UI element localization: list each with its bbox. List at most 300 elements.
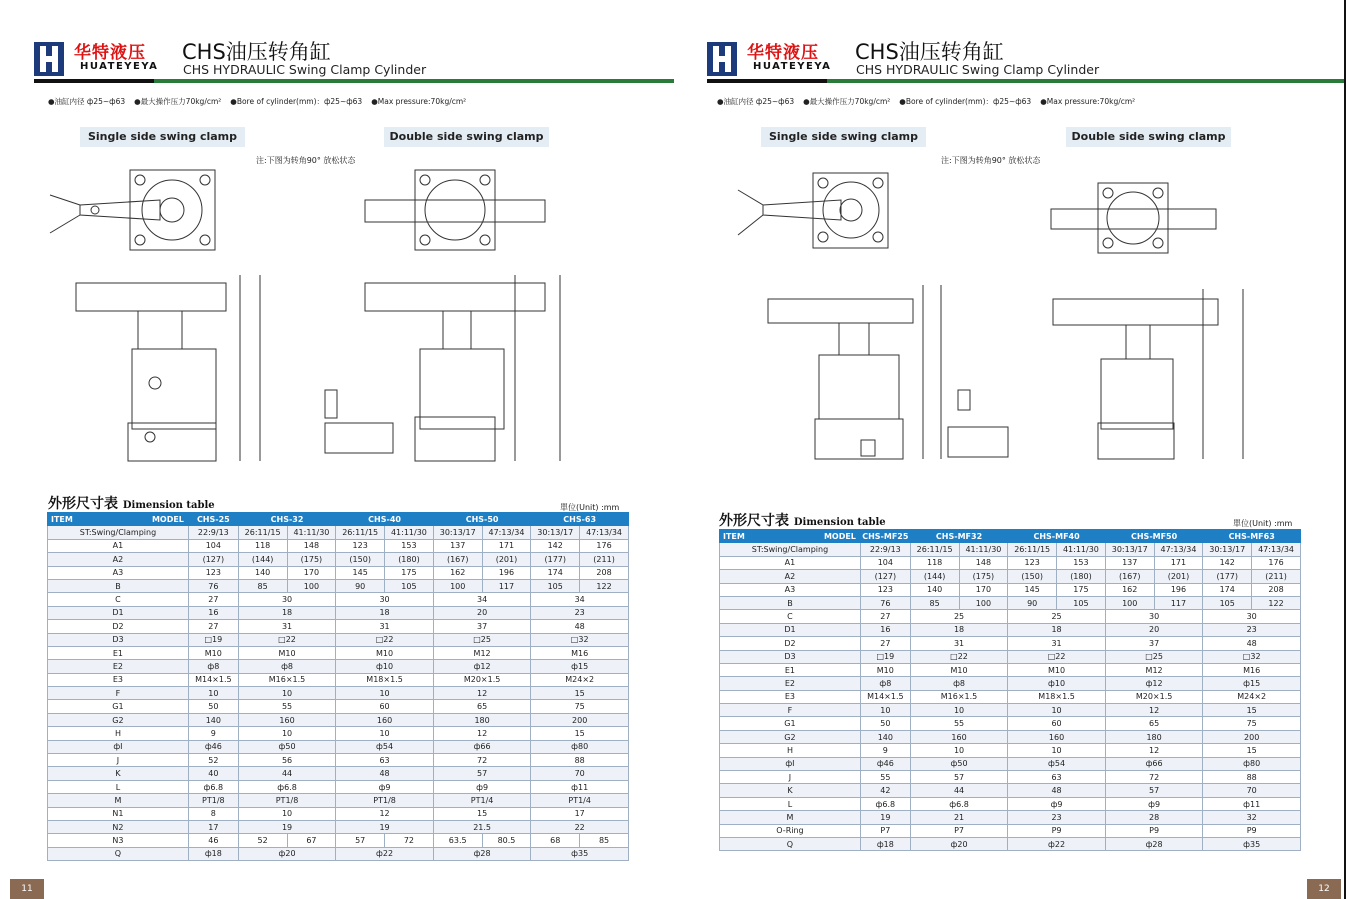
table-cell: 10 xyxy=(1008,744,1106,757)
spec-line xyxy=(48,96,475,107)
table-cell: ф9 xyxy=(433,780,531,793)
table-cell: (175) xyxy=(959,570,1008,583)
table-row xyxy=(720,637,1301,650)
table-cell: G2 xyxy=(720,730,861,743)
table-cell: 19 xyxy=(238,820,336,833)
table-cell: 31 xyxy=(336,620,434,633)
table-cell: F xyxy=(720,704,861,717)
table-cell: 57 xyxy=(910,771,1008,784)
brand-name-cn: 华特液压 xyxy=(747,43,819,63)
brand-logo xyxy=(34,38,159,80)
table-cell: 72 xyxy=(1105,771,1203,784)
table-cell: E3 xyxy=(720,690,861,703)
table-row xyxy=(48,646,629,659)
table-cell: L xyxy=(48,780,189,793)
table-row xyxy=(720,811,1301,824)
brand-name-en: HUATEYEYA xyxy=(753,61,832,72)
table-cell: 123 xyxy=(860,583,910,596)
table-cell: 48 xyxy=(531,620,629,633)
table-cell: (211) xyxy=(580,553,629,566)
table-cell: 26:11/15 xyxy=(238,526,287,539)
table-cell: 88 xyxy=(531,754,629,767)
table-cell: 176 xyxy=(580,539,629,552)
unit-label: 單位(Unit) :mm xyxy=(1233,519,1293,528)
table-cell: 75 xyxy=(531,700,629,713)
table-cell: ф35 xyxy=(531,847,629,860)
table-cell: M24×2 xyxy=(1203,690,1301,703)
table-cell: □22 xyxy=(1008,650,1106,663)
table-cell: 76 xyxy=(860,596,910,609)
table-cell: 57 xyxy=(433,767,531,780)
table-cell: 22:9/13 xyxy=(188,526,238,539)
table-cell: A1 xyxy=(48,539,189,552)
table-header-cell xyxy=(48,513,189,526)
table-cell: 100 xyxy=(959,596,1008,609)
table-row xyxy=(720,570,1301,583)
table-cell: M10 xyxy=(1008,663,1106,676)
table-cell: 10 xyxy=(910,744,1008,757)
table-cell: 123 xyxy=(1008,556,1057,569)
table-cell: ф15 xyxy=(531,660,629,673)
table-cell: 122 xyxy=(580,579,629,592)
table-cell: ф28 xyxy=(1105,837,1203,850)
table-cell: (144) xyxy=(910,570,959,583)
table-cell: 160 xyxy=(1008,730,1106,743)
table-cell: B xyxy=(720,596,861,609)
table-cell: K xyxy=(720,784,861,797)
table-cell: ф20 xyxy=(238,847,336,860)
table-cell: 55 xyxy=(238,700,336,713)
table-cell: 65 xyxy=(1105,717,1203,730)
table-cell: M20×1.5 xyxy=(433,673,531,686)
table-header-model-cell: CHS-MF50 xyxy=(1105,530,1203,543)
table-cell: D2 xyxy=(720,637,861,650)
table-cell: 30 xyxy=(1203,610,1301,623)
table-cell: 75 xyxy=(1203,717,1301,730)
table-cell: фI xyxy=(48,740,189,753)
table-cell: 137 xyxy=(1105,556,1154,569)
table-cell: 12 xyxy=(1105,744,1203,757)
table-cell: 9 xyxy=(188,727,238,740)
table-row xyxy=(48,740,629,753)
table-cell: (127) xyxy=(860,570,910,583)
table-cell: G2 xyxy=(48,713,189,726)
table-row xyxy=(48,834,629,847)
table-cell: 41:11/30 xyxy=(1057,543,1106,556)
table-cell: 32 xyxy=(1203,811,1301,824)
table-cell: □22 xyxy=(238,633,336,646)
table-cell: M xyxy=(720,811,861,824)
table-cell: □25 xyxy=(1105,650,1203,663)
table-cell: 9 xyxy=(860,744,910,757)
table-cell: □32 xyxy=(531,633,629,646)
table-cell: 105 xyxy=(531,579,580,592)
table-cell: ф6.8 xyxy=(860,797,910,810)
table-cell: A2 xyxy=(720,570,861,583)
table-cell: ф22 xyxy=(1008,837,1106,850)
table-cell: 37 xyxy=(1105,637,1203,650)
table-cell: 80.5 xyxy=(482,834,531,847)
table-cell: 21 xyxy=(910,811,1008,824)
table-cell: 176 xyxy=(1252,556,1301,569)
brand-logo xyxy=(707,38,832,80)
table-cell: 200 xyxy=(531,713,629,726)
table-cell: (177) xyxy=(1203,570,1252,583)
table-cell: 10 xyxy=(188,687,238,700)
table-cell: 18 xyxy=(238,606,336,619)
table-cell: ф6.8 xyxy=(910,797,1008,810)
table-cell: 63 xyxy=(336,754,434,767)
table-cell: 100 xyxy=(287,579,336,592)
table-cell: D3 xyxy=(720,650,861,663)
table-cell: (180) xyxy=(1057,570,1106,583)
table-cell: □22 xyxy=(336,633,434,646)
table-cell: 47:13/34 xyxy=(482,526,531,539)
table-cell: ф46 xyxy=(860,757,910,770)
table-cell: 148 xyxy=(959,556,1008,569)
table-cell: 85 xyxy=(580,834,629,847)
table-cell: M10 xyxy=(860,663,910,676)
table-cell: ф80 xyxy=(1203,757,1301,770)
table-cell: 171 xyxy=(482,539,531,552)
table-cell: 12 xyxy=(1105,704,1203,717)
table-cell: ф22 xyxy=(336,847,434,860)
table-cell: ф12 xyxy=(433,660,531,673)
table-cell: 30:13/17 xyxy=(1203,543,1252,556)
table-cell: M14×1.5 xyxy=(860,690,910,703)
table-header-item: ITEM xyxy=(723,531,745,541)
table-cell: 19 xyxy=(336,820,434,833)
table-cell: M10 xyxy=(336,646,434,659)
table-cell: ф9 xyxy=(336,780,434,793)
table-cell: 26:11/15 xyxy=(910,543,959,556)
table-cell: 117 xyxy=(482,579,531,592)
table-row xyxy=(48,727,629,740)
spec-item: ●Bore of cylinder(mm)：ф25~ф63 xyxy=(899,97,1032,106)
table-header-row xyxy=(48,513,629,526)
table-cell: 60 xyxy=(336,700,434,713)
table-cell: 41:11/30 xyxy=(959,543,1008,556)
table-cell: 72 xyxy=(433,754,531,767)
table-cell: 48 xyxy=(1008,784,1106,797)
table-cell: 180 xyxy=(1105,730,1203,743)
table-row xyxy=(720,663,1301,676)
table-cell: P9 xyxy=(1008,824,1106,837)
table-cell: B xyxy=(48,579,189,592)
table-header-model-cell: CHS-25 xyxy=(188,513,238,526)
table-cell: J xyxy=(720,771,861,784)
table-cell: 60 xyxy=(1008,717,1106,730)
table-row xyxy=(48,687,629,700)
table-cell: 10 xyxy=(336,687,434,700)
table-cell: ф46 xyxy=(188,740,238,753)
table-cell: O-Ring xyxy=(720,824,861,837)
table-cell: (177) xyxy=(531,553,580,566)
table-cell: M12 xyxy=(433,646,531,659)
table-cell: 30:13/17 xyxy=(1105,543,1154,556)
table-cell: 12 xyxy=(336,807,434,820)
table-cell: A3 xyxy=(720,583,861,596)
table-cell: (201) xyxy=(482,553,531,566)
table-cell: M20×1.5 xyxy=(1105,690,1203,703)
table-cell: M16×1.5 xyxy=(238,673,336,686)
table-cell: ф50 xyxy=(910,757,1008,770)
table-cell: □19 xyxy=(188,633,238,646)
table-cell: 47:13/34 xyxy=(580,526,629,539)
table-cell: 122 xyxy=(1252,596,1301,609)
table-row xyxy=(48,539,629,552)
table-cell: 76 xyxy=(188,579,238,592)
table-title xyxy=(48,493,215,513)
table-cell: ф15 xyxy=(1203,677,1301,690)
table-cell: 63.5 xyxy=(433,834,482,847)
table-cell: 142 xyxy=(1203,556,1252,569)
table-cell: 162 xyxy=(1105,583,1154,596)
table-cell: 57 xyxy=(1105,784,1203,797)
table-cell: L xyxy=(720,797,861,810)
table-cell: 196 xyxy=(1154,583,1203,596)
table-cell: 30:13/17 xyxy=(433,526,482,539)
table-cell: D3 xyxy=(48,633,189,646)
table-cell: C xyxy=(720,610,861,623)
table-cell: 118 xyxy=(910,556,959,569)
table-cell: ф9 xyxy=(1008,797,1106,810)
table-row xyxy=(720,784,1301,797)
table-cell: 8 xyxy=(188,807,238,820)
table-cell: 34 xyxy=(531,593,629,606)
table-cell: 10 xyxy=(1008,704,1106,717)
logo-mark-icon xyxy=(34,38,66,78)
table-cell: 44 xyxy=(238,767,336,780)
table-cell: 117 xyxy=(1154,596,1203,609)
table-header-cell xyxy=(720,530,861,543)
table-cell: ф11 xyxy=(531,780,629,793)
table-cell: (180) xyxy=(385,553,434,566)
table-cell: 118 xyxy=(238,539,287,552)
table-row xyxy=(720,650,1301,663)
table-cell: 88 xyxy=(1203,771,1301,784)
table-cell: 100 xyxy=(433,579,482,592)
table-cell: 171 xyxy=(1154,556,1203,569)
table-cell: 30 xyxy=(1105,610,1203,623)
table-row xyxy=(720,771,1301,784)
table-cell: M24×2 xyxy=(531,673,629,686)
table-cell: 196 xyxy=(482,566,531,579)
table-cell: 180 xyxy=(433,713,531,726)
table-cell: фI xyxy=(720,757,861,770)
table-cell: D1 xyxy=(48,606,189,619)
table-cell: 28 xyxy=(1105,811,1203,824)
table-cell: 21.5 xyxy=(433,820,531,833)
table-cell: ф6.8 xyxy=(188,780,238,793)
table-cell: M10 xyxy=(910,663,1008,676)
table-cell: 170 xyxy=(287,566,336,579)
table-cell: M16×1.5 xyxy=(910,690,1008,703)
table-cell: P7 xyxy=(860,824,910,837)
table-cell: 26:11/15 xyxy=(336,526,385,539)
page-number: 11 xyxy=(10,879,44,899)
header-rule xyxy=(707,79,1344,83)
spec-item: ●最大操作压力70kg/cm² xyxy=(803,97,891,106)
unit-label: 單位(Unit) :mm xyxy=(560,503,620,512)
table-row xyxy=(720,744,1301,757)
table-cell: 140 xyxy=(238,566,287,579)
table-row xyxy=(720,556,1301,569)
table-cell: 18 xyxy=(336,606,434,619)
catalog-page-right xyxy=(673,0,1346,899)
table-cell: ф20 xyxy=(910,837,1008,850)
spec-item: ●Max pressure:70kg/cm² xyxy=(1040,97,1136,106)
table-header-model-cell: CHS-40 xyxy=(336,513,434,526)
table-row xyxy=(720,610,1301,623)
table-cell: M16 xyxy=(1203,663,1301,676)
table-row xyxy=(48,553,629,566)
table-cell: 63 xyxy=(1008,771,1106,784)
table-row xyxy=(720,730,1301,743)
table-cell: ф12 xyxy=(1105,677,1203,690)
table-row xyxy=(720,757,1301,770)
table-cell: N3 xyxy=(48,834,189,847)
table-row xyxy=(48,620,629,633)
table-title-cn: 外形尺寸表 xyxy=(719,513,789,529)
double-side-label: Double side swing clamp xyxy=(1066,127,1231,147)
table-cell: 15 xyxy=(1203,744,1301,757)
table-cell: (150) xyxy=(336,553,385,566)
table-cell: 148 xyxy=(287,539,336,552)
table-cell: 145 xyxy=(1008,583,1057,596)
table-cell: E2 xyxy=(48,660,189,673)
page-number: 12 xyxy=(1307,879,1341,899)
table-cell: ф6.8 xyxy=(238,780,336,793)
table-cell: A2 xyxy=(48,553,189,566)
spec-item: ●Bore of cylinder(mm)：ф25~ф63 xyxy=(230,97,363,106)
table-cell: 170 xyxy=(959,583,1008,596)
table-cell: 22 xyxy=(531,820,629,833)
table-cell: 100 xyxy=(1105,596,1154,609)
spec-line xyxy=(717,96,1144,107)
table-cell: 153 xyxy=(1057,556,1106,569)
table-cell: H xyxy=(720,744,861,757)
table-cell: ф28 xyxy=(433,847,531,860)
table-cell: PT1/8 xyxy=(238,794,336,807)
table-cell: 10 xyxy=(336,727,434,740)
table-cell: 123 xyxy=(188,566,238,579)
table-cell: PT1/4 xyxy=(531,794,629,807)
table-cell: 52 xyxy=(238,834,287,847)
table-cell: 31 xyxy=(238,620,336,633)
table-cell: ф35 xyxy=(1203,837,1301,850)
table-cell: 56 xyxy=(238,754,336,767)
table-row xyxy=(720,583,1301,596)
table-cell: PT1/4 xyxy=(433,794,531,807)
table-title xyxy=(719,510,886,530)
table-title-en: Dimension table xyxy=(122,500,215,511)
table-cell: 10 xyxy=(238,687,336,700)
table-cell: J xyxy=(48,754,189,767)
table-row xyxy=(48,780,629,793)
table-cell: 208 xyxy=(580,566,629,579)
table-cell: 142 xyxy=(531,539,580,552)
table-cell: □22 xyxy=(910,650,1008,663)
table-row xyxy=(720,717,1301,730)
page-title-cn: CHS油压转角缸 xyxy=(855,40,1004,64)
table-row xyxy=(48,754,629,767)
table-cell: M10 xyxy=(188,646,238,659)
table-cell: (175) xyxy=(287,553,336,566)
table-cell: (167) xyxy=(433,553,482,566)
table-cell: 160 xyxy=(910,730,1008,743)
table-cell: ф66 xyxy=(1105,757,1203,770)
table-cell: M10 xyxy=(238,646,336,659)
table-cell: A1 xyxy=(720,556,861,569)
table-row xyxy=(48,807,629,820)
table-cell: ST:Swing/Clamping xyxy=(48,526,189,539)
table-cell: N1 xyxy=(48,807,189,820)
table-cell: 17 xyxy=(188,820,238,833)
table-cell: 104 xyxy=(860,556,910,569)
table-cell: 30 xyxy=(238,593,336,606)
table-cell: ф18 xyxy=(860,837,910,850)
table-cell: 16 xyxy=(188,606,238,619)
table-cell: 15 xyxy=(531,687,629,700)
table-cell: 105 xyxy=(1057,596,1106,609)
table-cell: (201) xyxy=(1154,570,1203,583)
header-rule xyxy=(34,79,674,83)
table-cell: M14×1.5 xyxy=(188,673,238,686)
table-cell: (150) xyxy=(1008,570,1057,583)
table-header-model-cell: CHS-MF32 xyxy=(910,530,1008,543)
table-cell: 30:13/17 xyxy=(531,526,580,539)
table-cell: 175 xyxy=(385,566,434,579)
table-cell: 153 xyxy=(385,539,434,552)
table-cell: M12 xyxy=(1105,663,1203,676)
table-row xyxy=(720,596,1301,609)
table-cell: 48 xyxy=(336,767,434,780)
table-cell: (144) xyxy=(238,553,287,566)
table-cell: 72 xyxy=(385,834,434,847)
table-cell: □32 xyxy=(1203,650,1301,663)
table-cell: 162 xyxy=(433,566,482,579)
table-cell: 15 xyxy=(531,727,629,740)
table-cell: (211) xyxy=(1252,570,1301,583)
table-cell: 70 xyxy=(1203,784,1301,797)
table-cell: ф80 xyxy=(531,740,629,753)
table-cell: P9 xyxy=(1105,824,1203,837)
table-row xyxy=(720,704,1301,717)
table-cell: 12 xyxy=(433,687,531,700)
table-cell: Q xyxy=(48,847,189,860)
table-header-model: MODEL xyxy=(151,514,184,524)
table-cell: 67 xyxy=(287,834,336,847)
table-cell: 41:11/30 xyxy=(385,526,434,539)
spec-item: ●油缸内径 ф25~ф63 xyxy=(48,97,126,106)
table-row xyxy=(720,824,1301,837)
table-cell: 123 xyxy=(336,539,385,552)
table-row xyxy=(48,593,629,606)
table-cell: 52 xyxy=(188,754,238,767)
table-cell: ф8 xyxy=(860,677,910,690)
table-cell: 18 xyxy=(910,623,1008,636)
table-row xyxy=(48,673,629,686)
table-row xyxy=(48,606,629,619)
table-cell: 85 xyxy=(910,596,959,609)
single-side-label: Single side swing clamp xyxy=(761,127,926,147)
page-title-en: CHS HYDRAULIC Swing Clamp Cylinder xyxy=(183,62,427,77)
table-cell: C xyxy=(48,593,189,606)
table-cell: D1 xyxy=(720,623,861,636)
table-cell: 105 xyxy=(1203,596,1252,609)
brand-name-cn: 华特液压 xyxy=(74,43,146,63)
